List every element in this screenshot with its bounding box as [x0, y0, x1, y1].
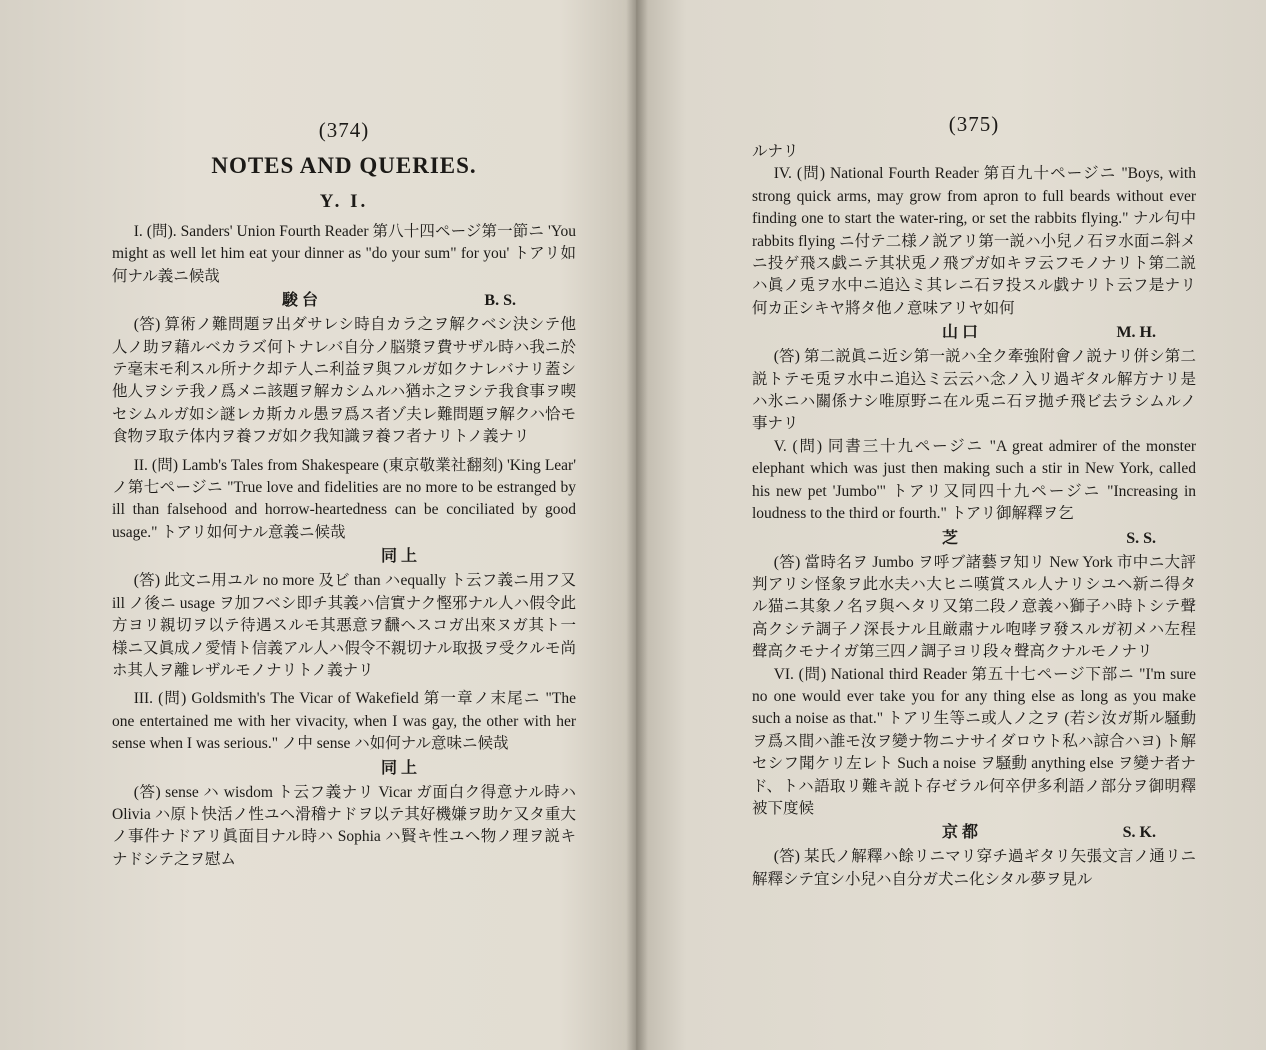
query-4-signature — [752, 320, 1196, 346]
query-3: III. (問) Goldsmith's The Vicar of Wakefield 第一章ノ末尾ニ "The one entertained me with her vivacity, when I was gay, the other with her sense when I was serious." ノ中 sense ハ如何ナル意味ニ候哉 — [112, 690, 576, 753]
answer-2: (答) 此文ニ用ユル no more 及ビ than ハequally ト云フ義ニ用フ又 ill ノ後ニ usage ヲ加フベシ即チ其義ハ信實ナク慳邪ナル人ハ假令此方ヨリ親切ヲ以テ待遇スルモ其悪意ヲ飜ヘスコガ出來ヌガ其ト一様ニ又眞成ノ愛情ト信義アル人ハ假令不親切ナル取扱ヲ受クルモ尚ホ其人ヲ離レザルモノナリトノ義ナリ — [112, 572, 576, 679]
signature-initials: B. S. — [484, 292, 516, 310]
query-2: II. (問) Lamb's Tales from Shakespeare (東京敬業社翻刻) 'King Lear' ノ第七ページニ "True love and fidelities are no more to be estranged by ill than falsehood and horrow-heartedness can be conciliated by good usage." トアリ如何ナル意義ニ候哉 — [112, 456, 576, 541]
query-6: VI. (問) National third Reader 第五十七ページ下部ニ "I'm sure no one would ever take you for any thing else as long as you make such a noise as that." トアリ生等ニ或人ノ之ヲ (若シ汝ガ斯ル騒動ヲ爲ス間ハ誰モ汝ヲ變ナ物ニナサイダロウト私ハ諒合ハヨ) ト解セシフ聞ケリ左レト Such a noise ヲ騒動 anything else ヲ變ナ者ナド、トハ語取リ難キ説ト存ゼラル何卒伊多利語ノ部分ヲ御明釋被下度候 — [752, 665, 1196, 817]
query-5: V. (問) 同書三十九ページニ "A great admirer of the monster elephant which was just then making such a stir in New York, called his new pet 'Jumbo'" トアリ又同四十九ページニ "Increasing in loudness to the third or fourth." トアリ御解釋ヲ乞 — [752, 437, 1196, 523]
query-1-signature — [112, 288, 576, 314]
query-4: IV. (問) National Fourth Reader 第百九十ページニ "Boys, with strong quick arms, may grow from apron to full beards without ever finding one to start the water-ring, or set the rabbits flying." ナル句中 rabbits flying ニ付テ二様ノ説アリ第一説ハ小兒ノ石ヲ水面ニ斜メニ投ゲ飛ス戯ニテ其状兎ノ飛ブガ如キヲ云フモノナリト第二説ハ眞ノ兎ヲ水中ニ追込ミ其レニ石ヲ投スル戯ナリト云フ是ナリ何カ正シキヤ將タ他ノ意味アリヤ如何 — [752, 165, 1196, 317]
page-number: (375) — [948, 112, 1000, 136]
carry-over-text: ルナリ — [752, 143, 799, 160]
answer-4: (答) 第二説眞ニ近シ第一説ハ全ク牽強附會ノ説ナリ併シ第二説トテモ兎ヲ水中ニ追込ミ云云ハ念ノ入リ過ギタル解方ナリ是ハ氷ニハ關係ナシ唯原野ニ在ル兎ニ石ヲ拋チ飛ビ去ラシムルノ事ナリ — [752, 348, 1196, 433]
section-subtitle: Y. I. — [319, 191, 369, 212]
signature-place: 山 口 — [942, 324, 979, 342]
query-1: I. (問). Sanders' Union Fourth Reader 第八十四ページ第一節ニ 'You might as well let him eat your dinner as "do your sum" for you' トアリ如何ナル義ニ候哉 — [112, 223, 576, 285]
signature-place: 同 上 — [380, 548, 417, 566]
signature-place: 京 都 — [942, 824, 979, 842]
query-2-signature — [112, 544, 576, 570]
query-6-signature — [752, 820, 1196, 846]
query-3-signature — [112, 756, 576, 782]
signature-place: 駿 台 — [282, 292, 319, 310]
answer-5: (答) 當時名ヲ Jumbo ヲ呼ブ諸藝ヲ知リ New York 市中ニ大評判アリシ怪象ヲ此水夫ハ大ヒニ嘆賞スル人ナリシユヘ新ニ得タル猫ニ其象ノ名ヲ與ヘタリ又第二段ノ意義ハ獅子ハ時トシテ聲高クシテ調子ノ深長ナル且厳肅ナル咆哮ヲ發スルガ初メハ左程聲高クモナイガ第三四ノ調子ヨリ段々聲高クナルモノナリ — [752, 553, 1196, 661]
signature-place: 芝 — [942, 529, 959, 547]
page-number: (374) — [318, 118, 370, 142]
section-title: NOTES AND QUERIES. — [211, 153, 477, 178]
signature-place: 同 上 — [380, 759, 417, 777]
answer-1: (答) 算術ノ難問題ヲ出ダサレシ時自カラ之ヲ解クベシ決シテ他人ノ助ヲ藉ルベカラズ何トナレバ自分ノ脳漿ヲ費サザル時ハ我ニ於テ毫末モ利スル所ナク却テ人ニ利益ヲ與フルガ如クナレバナリ蓋シ他人ヲシテ我ノ爲メニ該題ヲ解カシムルハ猶ホ之ヲシテ我食事ヲ喫セシムルガ如シ謎レカ斯カル愚ヲ爲ス者ゾ夫レ難問題ヲ解クハ恰モ食物ヲ取テ体内ヲ養フガ如ク我知識ヲ養フ者ナリトノ義ナリ — [112, 316, 576, 446]
query-5-signature — [752, 526, 1196, 552]
signature-initials: S. S. — [1126, 529, 1156, 547]
book-gutter — [626, 0, 648, 1050]
right-page — [636, 0, 1266, 1050]
answer-3: (答) sense ハ wisdom ト云フ義ナリ Vicar ガ面白ク得意ナル時ハ Olivia ハ原ト快活ノ性ユヘ滑稽ナドヲ以テ其好機嫌ヲ助ケ又タ重大ノ事件ナドアリ眞面目ナル時ハ Sophia ハ賢キ性ユヘ物ノ理ヲ説キナドシテ之ヲ慰ム — [112, 783, 576, 868]
answer-6: (答) 某氏ノ解釋ハ餘リニマリ穿チ過ギタリ矢張文言ノ通リニ解釋シテ宜シ小兒ハ自分ガ犬ニ化シタル夢ヲ見ル — [752, 848, 1196, 888]
signature-initials: S. K. — [1122, 824, 1156, 842]
signature-initials: M. H. — [1116, 324, 1156, 342]
